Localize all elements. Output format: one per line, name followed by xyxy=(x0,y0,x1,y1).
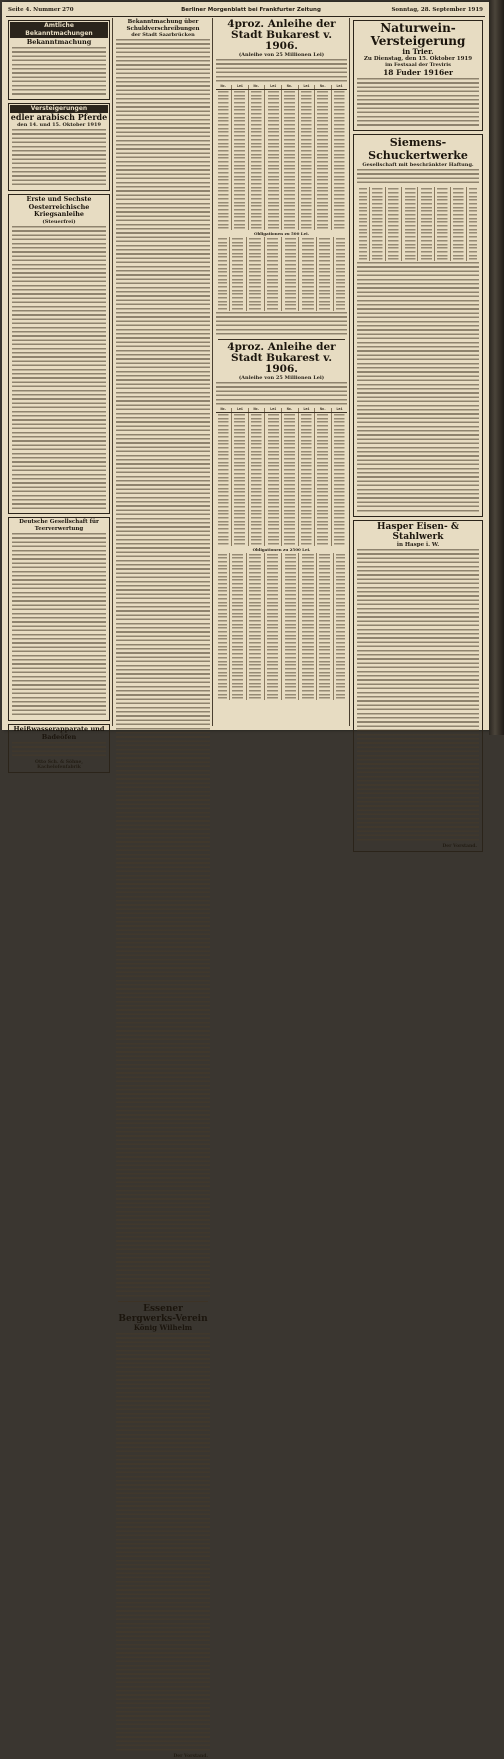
table-cell xyxy=(299,696,316,700)
tar-company-title: Deutsche Gesellschaft für Teerverwertung xyxy=(19,519,99,532)
bukarest-loan-subtitle-1: (Anleihe von 25 Millionen Lei) xyxy=(238,52,325,58)
essen-mining-signature: Der Vorstand. xyxy=(173,1754,208,1759)
table-cell xyxy=(281,542,298,546)
table-cell xyxy=(232,226,249,230)
table-header-cell: No. xyxy=(281,408,298,412)
haspe-text xyxy=(357,549,479,843)
bond-notice-title: Bekanntmachung über Schuldverschreibungen xyxy=(126,19,200,32)
divider xyxy=(118,1301,208,1302)
wine-auction-text xyxy=(357,78,479,128)
war-loan-text xyxy=(12,226,106,512)
table-row xyxy=(216,226,347,230)
table-header-cell: No. xyxy=(216,408,232,412)
page-header xyxy=(6,4,485,17)
table-cell xyxy=(334,307,347,311)
table-cell xyxy=(265,226,282,230)
war-loan-box xyxy=(8,194,110,514)
bukarest-footnote-1 xyxy=(216,312,347,337)
section-label-2: Obligationen zu 2500 Lei. xyxy=(252,546,311,552)
table-header-cell: No. xyxy=(281,85,298,89)
table-row xyxy=(216,542,347,546)
table-cell xyxy=(315,542,332,546)
table-cell xyxy=(418,257,434,261)
table-cell xyxy=(229,307,246,311)
horse-auction-dates: den 14. und 15. Oktober 1919 xyxy=(17,122,101,129)
table-cell xyxy=(281,226,298,230)
official-notices-heading: Amtliche Bekanntmachungen xyxy=(10,22,108,38)
water-heater-signature: Otto Sch. & Söhne, Kachelofenfabrik xyxy=(35,759,83,770)
section-label-1: Obligationen zu 500 Lei. xyxy=(253,231,310,237)
table-cell xyxy=(298,226,315,230)
divider xyxy=(218,339,345,340)
column-4 xyxy=(351,18,485,849)
table-header-cell: Lei xyxy=(298,408,315,412)
table-cell xyxy=(264,307,281,311)
wine-auction-lot: 18 Fuder 1916er xyxy=(383,68,453,77)
siemens-box xyxy=(353,134,483,517)
table-cell xyxy=(281,307,298,311)
table-cell xyxy=(216,696,229,700)
book-spine xyxy=(489,0,504,735)
table-cell xyxy=(298,542,315,546)
column-1 xyxy=(6,18,113,770)
table-cell xyxy=(316,696,333,700)
table-row xyxy=(357,257,479,261)
table-cell xyxy=(216,226,232,230)
table-header-cell: No. xyxy=(248,408,265,412)
table-header-cell: Lei xyxy=(232,85,249,89)
masthead: Berliner Morgenblatt bei Frankfurter Zeitung xyxy=(181,7,321,13)
table-cell xyxy=(385,257,401,261)
essen-mining-subtitle: König Wilhelm xyxy=(133,1323,193,1332)
bukarest-intro-2 xyxy=(216,382,347,407)
wine-auction-hall: im Festsaal der Treviris xyxy=(385,62,451,68)
war-loan-title: Erste und Sechste Oesterreichische Kriegsanleihe xyxy=(26,195,92,219)
draw-table-2 xyxy=(216,237,347,311)
table-cell xyxy=(248,226,265,230)
bukarest-intro-1 xyxy=(216,59,347,84)
table-header-cell: Lei xyxy=(331,408,347,412)
table-cell xyxy=(248,542,265,546)
table-cell xyxy=(229,696,246,700)
table-cell xyxy=(247,307,264,311)
essen-mining-title: Essener Bergwerks-Verein xyxy=(118,1304,208,1324)
water-heater-text xyxy=(12,742,106,759)
wine-auction-place: in Trier. xyxy=(402,47,434,56)
wine-auction-box xyxy=(353,20,483,131)
table-cell xyxy=(216,542,232,546)
haspe-title: Hasper Eisen- & Stahlwerk xyxy=(377,521,459,542)
table-cell xyxy=(369,257,385,261)
draw-table-1 xyxy=(216,85,347,230)
table-header-cell: Lei xyxy=(265,408,282,412)
haspe-box xyxy=(353,520,483,852)
auctions-heading: Versteigerungen xyxy=(10,105,108,113)
table-header-cell: No. xyxy=(216,85,232,89)
bond-notice-text xyxy=(116,39,210,1299)
column-2 xyxy=(114,18,213,1759)
table-cell xyxy=(281,696,298,700)
draw-table-3 xyxy=(216,408,347,545)
siemens-text xyxy=(357,262,479,514)
bukarest-loan-title-1: 4proz. Anleihe der Stadt Bukarest v. 1906. xyxy=(227,18,336,52)
tar-company-box xyxy=(8,517,110,721)
table-cell xyxy=(316,307,333,311)
table-header-cell: No. xyxy=(315,85,332,89)
siemens-subtitle: Gesellschaft mit beschränkter Haftung. xyxy=(362,162,474,169)
table-cell xyxy=(451,257,467,261)
table-cell xyxy=(247,696,264,700)
haspe-subtitle: in Haspe i. W. xyxy=(396,541,440,548)
table-header-cell: Lei xyxy=(331,85,347,89)
bukarest-loan-title-2: 4proz. Anleihe der Stadt Bukarest v. 1906. xyxy=(227,340,336,375)
table-cell xyxy=(334,696,347,700)
issue-date: Sonntag, 28. September 1919 xyxy=(391,7,483,13)
wine-auction-title: Naturwein-Versteigerung xyxy=(370,21,466,48)
table-cell xyxy=(265,542,282,546)
haspe-signature: Der Vorstand. xyxy=(442,843,477,849)
table-cell xyxy=(434,257,450,261)
table-cell xyxy=(299,307,316,311)
table-cell xyxy=(216,307,229,311)
official-notice-text xyxy=(12,47,106,97)
siemens-title: Siemens-Schuckertwerke xyxy=(368,136,468,163)
page-number: Seite 4. Nummer 270 xyxy=(8,7,74,13)
table-cell xyxy=(331,226,347,230)
wine-auction-date: Zu Dienstag, den 15. Oktober 1919 xyxy=(363,56,473,62)
horse-auction-title: edler arabisch Pferde xyxy=(10,112,108,123)
water-heater-title: Heißwasserapparate und Badeöfen xyxy=(13,725,105,741)
table-row xyxy=(216,696,347,700)
table-row xyxy=(216,307,347,311)
table-cell xyxy=(315,226,332,230)
table-header-cell: Lei xyxy=(298,85,315,89)
war-loan-subtitle: (Steuerfrei) xyxy=(42,218,76,225)
essen-mining-text xyxy=(116,1333,210,1753)
table-cell xyxy=(264,696,281,700)
bukarest-loan-subtitle-2: (Anleihe von 25 Millionen Lei) xyxy=(238,374,325,381)
official-notice-title: Bekanntmachung xyxy=(26,38,92,46)
siemens-intro xyxy=(357,169,479,186)
official-notices-box xyxy=(8,20,110,100)
column-3 xyxy=(214,18,350,726)
table-cell xyxy=(357,257,369,261)
horse-auction-text xyxy=(12,129,106,188)
table-header-cell: Lei xyxy=(265,85,282,89)
table-cell xyxy=(467,257,479,261)
siemens-table xyxy=(357,187,479,261)
table-header-cell: No. xyxy=(248,85,265,89)
table-cell xyxy=(232,542,249,546)
tar-company-text xyxy=(12,533,106,718)
table-cell xyxy=(331,542,347,546)
bond-notice-subtitle: der Stadt Saarbrücken xyxy=(131,32,195,38)
water-heater-box xyxy=(8,724,110,773)
newspaper-page xyxy=(2,2,489,1759)
auctions-box xyxy=(8,103,110,191)
table-header-cell: No. xyxy=(315,408,332,412)
draw-table-4 xyxy=(216,553,347,701)
table-cell xyxy=(402,257,418,261)
table-header-cell: Lei xyxy=(232,408,249,412)
